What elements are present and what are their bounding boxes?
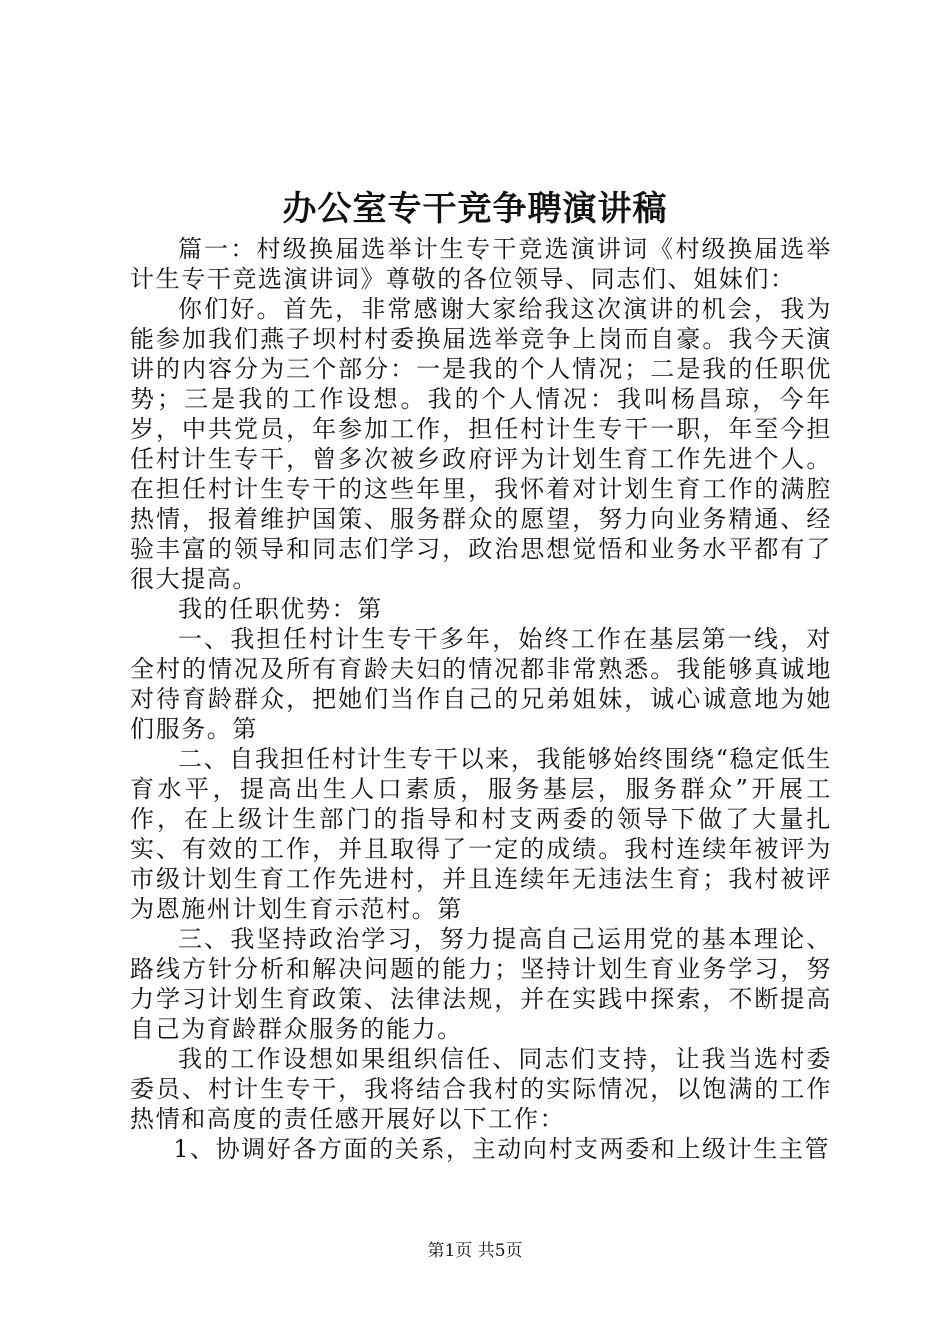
paragraph-plan-item-1: 1、协调好各方面的关系，主动向村支两委和上级计生主管 bbox=[173, 1135, 831, 1163]
paragraph-advantages-heading: 我的任职优势：第 bbox=[178, 595, 383, 623]
document-title: 办公室专干竞争聘演讲稿 bbox=[282, 189, 668, 229]
paragraph-intro: 篇一：村级换届选举计生专干竞选演讲词《村级换届选举计生专干竞选演讲词》尊敬的各位领导、同志们、姐妹们： bbox=[130, 235, 832, 293]
paragraph-advantage-2: 二、自我担任村计生专干以来，我能够始终围绕“稳定低生育水平，提高出生人口素质，服务基层，服务群众”开展工作，在上级计生部门的指导和村支两委的领导下做了大量扎实、有效的工作，并且取得了一定的成绩。我村连续年被评为市级计划生育工作先进村，并且连续年无违法生育；我村被评为恩施州计划生育示范村。第 bbox=[130, 745, 832, 923]
paragraph-work-plan: 我的工作设想如果组织信任、同志们支持，让我当选村委委员、村计生专干，我将结合我村的实际情况，以饱满的工作热情和高度的责任感开展好以下工作： bbox=[130, 1045, 832, 1133]
paragraph-advantage-1: 一、我担任村计生专干多年，始终工作在基层第一线，对全村的情况及所有育龄夫妇的情况都非常熟悉。我能够真诚地对待育龄群众，把她们当作自己的兄弟姐妹，诚心诚意地为她们服务。第 bbox=[130, 625, 832, 743]
page-footer: 第1页 共5页 bbox=[427, 1241, 523, 1261]
paragraph-greeting: 你们好。首先，非常感谢大家给我这次演讲的机会，我为能参加我们燕子坝村村委换届选举竞争上岗而自豪。我今天演讲的内容分为三个部分：一是我的个人情况；二是我的任职优势；三是我的工作设想。我的个人情况：我叫杨昌琼，今年岁，中共党员，年参加工作，担任村计生专干一职，年至今担任村计生专干，曾多次被乡政府评为计划生育工作先进个人。在担任村计生专干的这些年里，我怀着对计划生育工作的满腔热情，报着维护国策、服务群众的愿望，努力向业务精通、经验丰富的领导和同志们学习，政治思想觉悟和业务水平都有了很大提高。 bbox=[130, 295, 832, 593]
paragraph-advantage-3: 三、我坚持政治学习，努力提高自己运用党的基本理论、路线方针分析和解决问题的能力；坚持计划生育业务学习，努力学习计划生育政策、法律法规，并在实践中探索，不断提高自己为育龄群众服务的能力。 bbox=[130, 925, 832, 1043]
document-body bbox=[130, 234, 832, 1164]
